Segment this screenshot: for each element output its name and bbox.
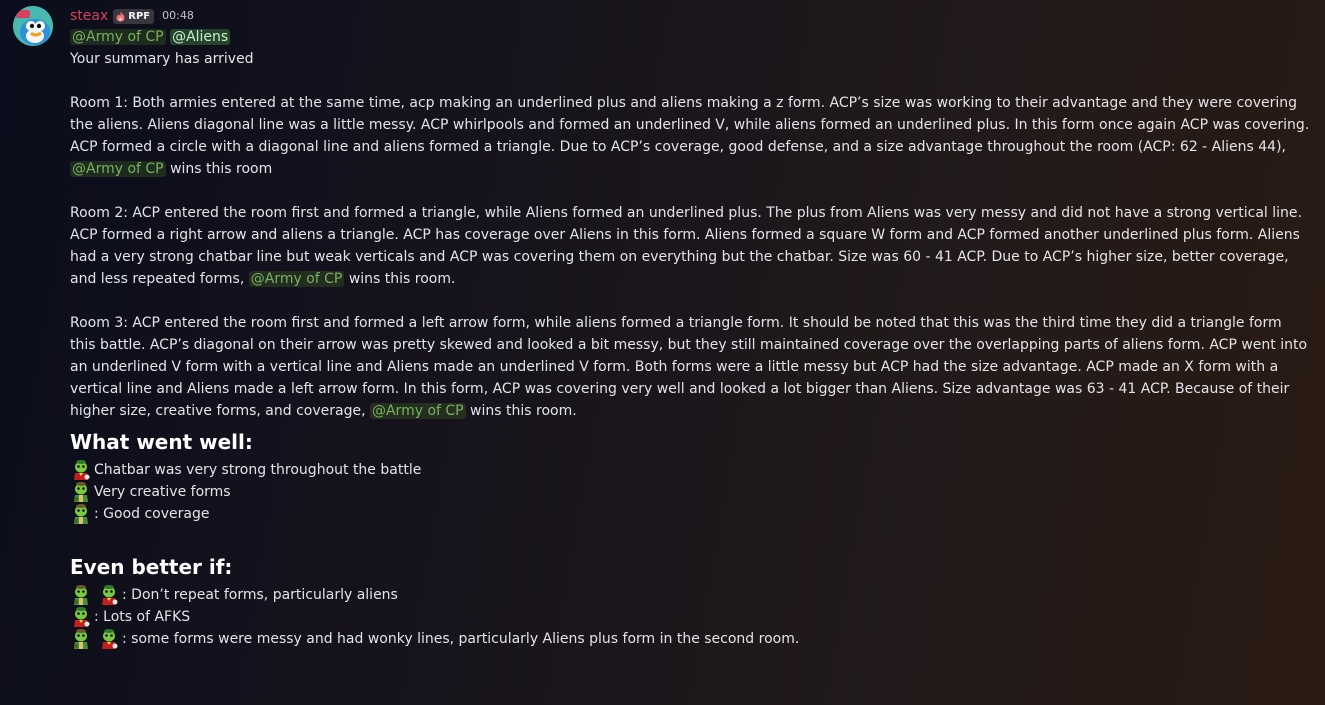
- guild-tag-label: RPF: [128, 10, 151, 22]
- mention-aliens[interactable]: @Aliens: [172, 29, 229, 45]
- even-better-item-text: : Lots of AFKS: [94, 609, 191, 625]
- even-better-item: [70, 628, 1310, 650]
- room1-tail: wins this room: [165, 161, 273, 177]
- room2-mention[interactable]: @Army of CP: [250, 271, 343, 287]
- alien-red-emoji[interactable]: [98, 628, 120, 650]
- message-header: [70, 5, 194, 27]
- alien-army-emoji[interactable]: [70, 503, 92, 525]
- room1-text: Room 1: Both armies entered at the same time, acp making an underlined plus and aliens making a z form. ACP’s size was working to their advantage and they were covering the aliens. Aliens diagonal line was a little messy. ACP whirlpools and formed an underlined V, while aliens formed an underlined plus. In this form once again ACP was covering. ACP formed a circle with a diagonal line and aliens formed a triangle. Due to ACP’s coverage, good defense, and a size advantage throughout the room (ACP: 62 - Aliens 44),: [70, 95, 1310, 155]
- avatar-image: [13, 6, 53, 46]
- went-well-item: [70, 481, 1310, 503]
- room2-text: Room 2: ACP entered the room first and formed a triangle, while Aliens formed an underlined plus. The plus from Aliens was very messy and did not have a strong vertical line. ACP formed a right arrow and aliens a triangle. ACP has coverage over Aliens in this form. Aliens formed a square W form and ACP formed another underlined plus form. Aliens had a very strong chatbar line but weak verticals and ACP was covering them on everything but the chatbar. Size was 60 - 41 ACP. Due to ACP’s higher size, better coverage, and less repeated forms,: [70, 205, 1302, 287]
- even-better-item-text: : Don’t repeat forms, particularly aliens: [122, 587, 398, 603]
- spacer: [70, 180, 1310, 202]
- alien-red-emoji[interactable]: [70, 606, 92, 628]
- room1-paragraph: [70, 92, 1310, 180]
- username[interactable]: steax: [70, 8, 109, 24]
- went-well-item-text: Very creative forms: [94, 484, 231, 500]
- even-better-heading: Even better if:: [70, 555, 233, 579]
- room2-paragraph: [70, 202, 1310, 290]
- even-better-item: [70, 584, 1310, 606]
- intro-text: Your summary has arrived: [70, 51, 254, 67]
- went-well-item: [70, 503, 1310, 525]
- room3-tail: wins this room.: [465, 403, 577, 419]
- alien-army-emoji[interactable]: [70, 584, 92, 606]
- mentions-line: [70, 26, 1310, 48]
- mention-army-of-cp[interactable]: @Army of CP: [72, 29, 164, 45]
- even-better-item-text: : some forms were messy and had wonky lines, particularly Aliens plus form in the second room.: [122, 631, 800, 647]
- room3-text: Room 3: ACP entered the room first and formed a left arrow form, while aliens formed a triangle form. It should be noted that this was the third time they did a triangle form this battle. ACP’s diagonal on their arrow was pretty skewed and looked a bit messy, but they still maintained coverage over the overlapping parts of aliens form. ACP went into an underlined V form with a vertical line and Aliens made an underlined V form. Both forms were a little messy but ACP had the size advantage. ACP made an X form with a vertical line and Aliens made a left arrow form. In this form, ACP was covering very well and looked a lot bigger than Aliens. Size advantage was 63 - 41 ACP. Because of their higher size, creative forms, and coverage,: [70, 315, 1308, 419]
- alien-red-emoji[interactable]: [70, 459, 92, 481]
- even-better-item: [70, 606, 1310, 628]
- message-content: [70, 26, 1310, 650]
- went-well-item: [70, 459, 1310, 481]
- user-avatar[interactable]: [13, 6, 53, 46]
- fire-icon: [115, 11, 126, 22]
- went-well-item-text: Chatbar was very strong throughout the battle: [94, 462, 422, 478]
- alien-army-emoji[interactable]: [70, 481, 92, 503]
- went-well-item-text: : Good coverage: [94, 506, 210, 522]
- spacer: [70, 290, 1310, 312]
- guild-tag[interactable]: [113, 9, 154, 24]
- alien-red-emoji[interactable]: [98, 584, 120, 606]
- room2-tail: wins this room.: [344, 271, 456, 287]
- went-well-heading: What went well:: [70, 430, 253, 454]
- message-timestamp[interactable]: 00:48: [162, 9, 194, 22]
- spacer: [70, 70, 1310, 92]
- alien-army-emoji[interactable]: [70, 628, 92, 650]
- room3-paragraph: [70, 312, 1310, 422]
- spacer: [70, 525, 1310, 547]
- room3-mention[interactable]: @Army of CP: [371, 403, 464, 419]
- room1-mention[interactable]: @Army of CP: [72, 161, 164, 177]
